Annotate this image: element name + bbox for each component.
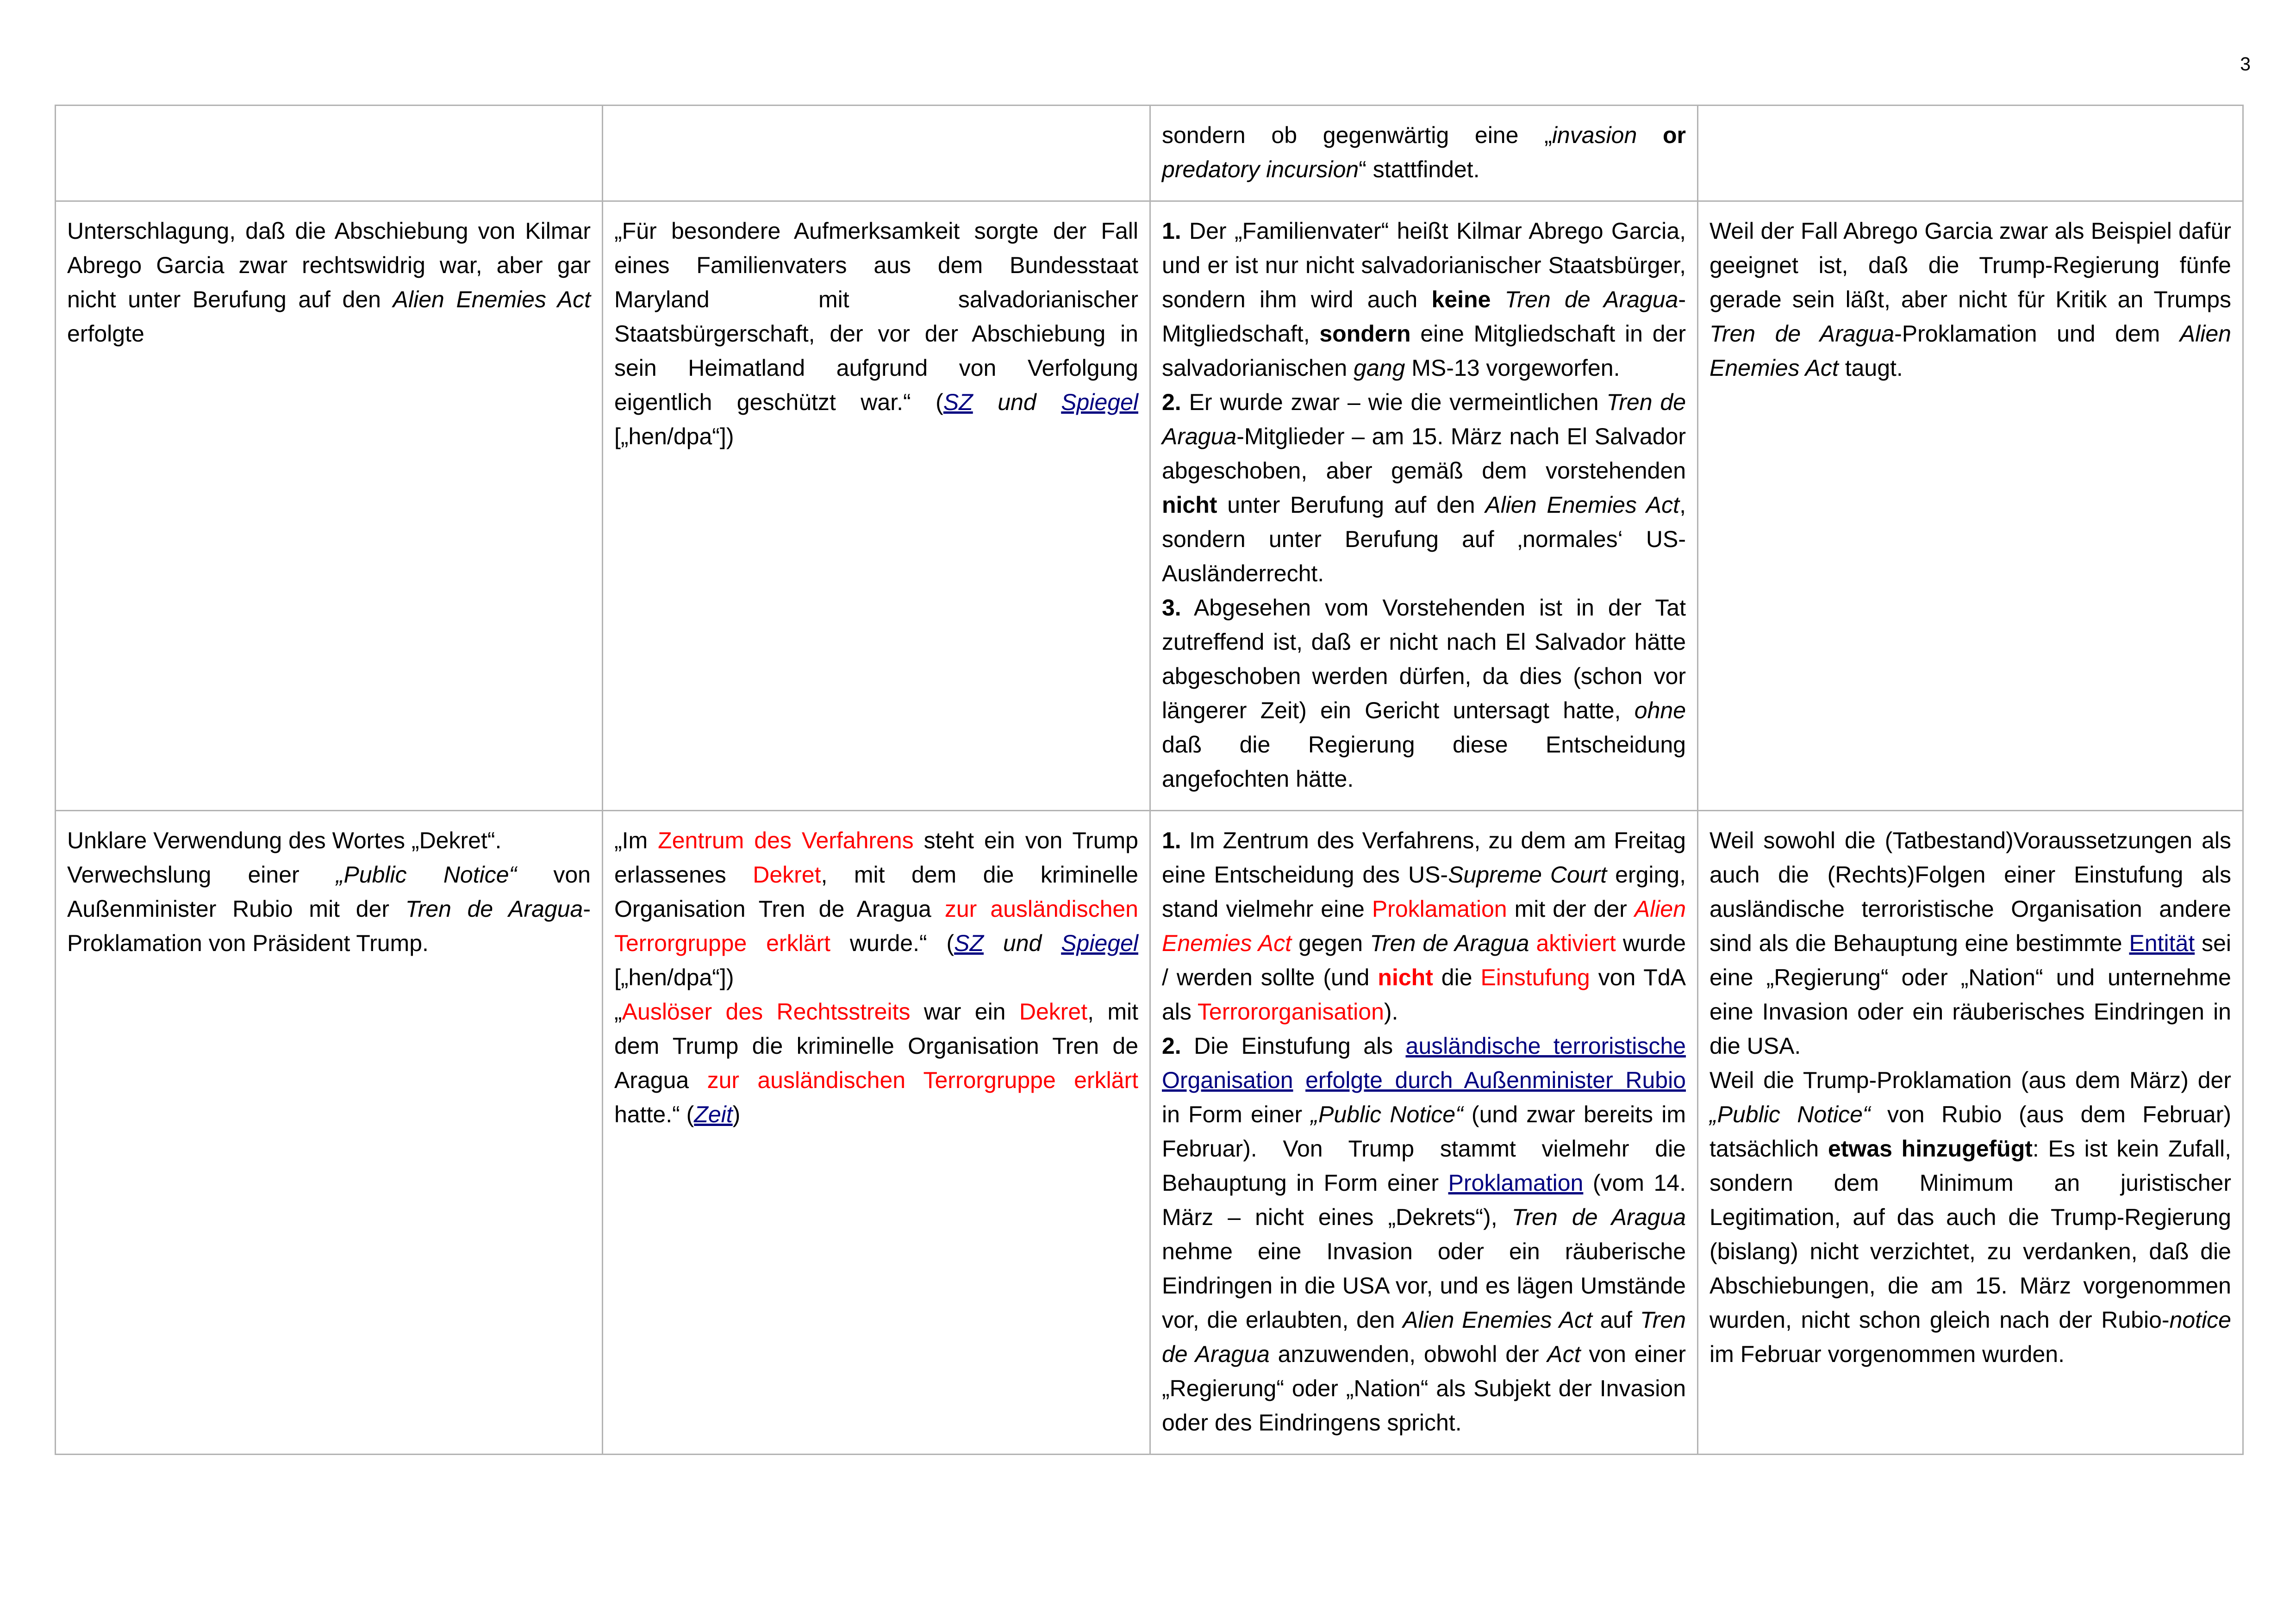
text: war ein	[910, 999, 1019, 1025]
text: sondern ob gegenwärtig eine „	[1162, 122, 1552, 148]
list-number: 2.	[1162, 389, 1181, 415]
table-cell	[56, 106, 603, 201]
paragraph	[1162, 1029, 1686, 1440]
italic-text: „Public Notice“	[336, 862, 517, 888]
text: von TdA als	[1162, 964, 1686, 1025]
paragraph	[1710, 823, 2231, 1063]
link-spiegel[interactable]: Spiegel	[1061, 930, 1138, 956]
page-number: 3	[2240, 53, 2251, 75]
paragraph	[1162, 823, 1686, 1029]
text: Verwechslung einer	[67, 862, 336, 888]
text: Er wurde zwar – wie die vermeintlichen	[1181, 389, 1607, 415]
italic-text: Supreme Court	[1448, 862, 1607, 888]
table-cell	[603, 201, 1150, 811]
table-cell	[56, 201, 603, 811]
italic-text: ohne	[1634, 697, 1686, 723]
text: ).	[1384, 999, 1398, 1025]
bold-text: etwas hinzugefügt	[1828, 1136, 2033, 1162]
highlighted-text: Dekret	[753, 862, 821, 888]
text: wurde / werden sollte (und	[1162, 930, 1686, 990]
text: , mit dem die kriminelle Organisation Tren de Aragua	[614, 862, 1138, 922]
highlighted-text: Einstufung	[1480, 964, 1590, 990]
text: Die Einstufung als	[1181, 1033, 1406, 1059]
text: MS-13 vorgeworfen.	[1405, 355, 1620, 381]
highlighted-bold-text: nicht	[1378, 964, 1433, 990]
text: (und zwar bereits im Februar). Von Trump stammt vielmehr die Behauptung in Form einer	[1162, 1101, 1686, 1196]
text: von Rubio (aus dem Februar) tatsächlich	[1710, 1101, 2231, 1162]
highlighted-text: Auslöser des Rechtsstreits	[622, 999, 911, 1025]
table-cell	[1698, 201, 2243, 811]
italic-text: Alien Enemies Act	[1710, 321, 2231, 381]
italic-text: Tren de Aragua	[1511, 1204, 1686, 1230]
bold-text: nicht	[1162, 492, 1217, 518]
text: “ stattfindet.	[1359, 156, 1480, 182]
text: , mit dem Trump die kriminelle Organisation Tren de Aragua	[614, 999, 1139, 1093]
text: -Mitglieder – am 15. März nach El Salvador abgeschoben, aber gemäß dem vorstehenden	[1162, 423, 1686, 484]
text: Weil der Fall Abrego Garcia zwar als Beispiel dafür geeignet ist, daß die Trump-Regierung fünfe gerade sein läßt, aber nicht für Kritik an Trumps	[1710, 218, 2231, 312]
text: von Außenminister Rubio mit der	[67, 862, 591, 922]
table-row	[56, 201, 2243, 811]
italic-text: notice	[2169, 1307, 2231, 1333]
link-sz[interactable]: SZ	[954, 930, 984, 956]
text: -Mitgliedschaft,	[1162, 286, 1686, 347]
text: -Proklamation und dem	[1894, 321, 2180, 347]
bold-text: or	[1663, 122, 1686, 148]
italic-text: Alien Enemies Act	[1403, 1307, 1592, 1333]
italic-text: Tren de Aragua	[1504, 286, 1678, 312]
italic-text: gang	[1354, 355, 1405, 381]
text	[1491, 286, 1504, 312]
quote-text: „Für besondere Aufmerksamkeit sorgte der Fall eines Familienvaters aus dem Bundesstaat Maryland mit salvadorianischer Staatsbürgerschaft, der vor der Abschiebung in sein Heimatland aufgrund von Verfolgung eigentlich geschützt war.“ (	[614, 218, 1138, 415]
text: steht ein von Trump erlassenes	[614, 827, 1138, 888]
text: „Im	[614, 827, 658, 853]
link-proclamation[interactable]: Proklamation	[1448, 1170, 1584, 1196]
italic-text: „Public Notice“	[1710, 1101, 1871, 1127]
highlighted-italic-text: Alien Enemies Act	[1162, 896, 1686, 956]
text: Abgesehen vom Vorstehenden ist in der Tat zutreffend ist, daß er nicht nach El Salvador hätte abgeschoben werden dürfen, da dies (schon vor längerer Zeit) ein Gericht untersagt hatte,	[1162, 595, 1686, 723]
text: von einer „Regierung“ oder „Nation“ als Subjekt der Invasion oder des Eindringens spricht.	[1162, 1341, 1686, 1436]
table-cell	[603, 106, 1150, 201]
highlighted-text: Proklamation	[1372, 896, 1507, 922]
text: )	[732, 1101, 741, 1127]
list-number: 1.	[1162, 827, 1181, 853]
text: im Februar vorgenommen wurden.	[1710, 1341, 2065, 1367]
text: mit der der	[1507, 896, 1635, 922]
bold-text: sondern	[1319, 321, 1411, 347]
text: eine Mitgliedschaft in der salvadorianischen	[1162, 321, 1686, 381]
text: die	[1433, 964, 1481, 990]
italic-text: Act	[1547, 1341, 1581, 1367]
text: Weil sowohl die (Tatbestand)Voraussetzungen als auch die (Rechts)Folgen einer Einstufung als ausländische terroristische Organisation andere sind als die Behauptung eine bestimmte	[1710, 827, 2231, 956]
paragraph	[67, 858, 591, 960]
italic-text: Tren de Aragua	[1162, 389, 1686, 449]
text: unter Berufung auf den	[1217, 492, 1485, 518]
table-row	[56, 811, 2243, 1455]
table-row	[56, 106, 2243, 201]
paragraph	[1162, 214, 1686, 385]
link-zeit[interactable]: Zeit	[694, 1101, 733, 1127]
italic-text: Tren de Aragua	[1370, 930, 1529, 956]
text	[1529, 930, 1536, 956]
paragraph	[1710, 1063, 2231, 1371]
italic-text: und	[984, 930, 1061, 956]
table-cell	[1150, 811, 1698, 1455]
list-number: 3.	[1162, 595, 1181, 621]
text: taugt.	[1838, 355, 1903, 381]
paragraph: Unklare Verwendung des Wortes „Dekret“.	[67, 827, 502, 853]
text: anzuwenden, obwohl der	[1269, 1341, 1547, 1367]
list-number: 2.	[1162, 1033, 1181, 1059]
text: Der „Familienvater“ heißt Kilmar Abrego Garcia, und er ist nur nicht salvadorianischer Staatsbürger, sondern ihm wird auch	[1162, 218, 1686, 312]
highlighted-text: Dekret	[1019, 999, 1088, 1025]
text: , sondern unter Berufung auf ‚normales‘ US-Ausländerrecht.	[1162, 492, 1686, 586]
comparison-table	[55, 105, 2244, 1455]
italic-text: Alien Enemies Act	[393, 286, 591, 312]
text: daß die Regierung diese Entscheidung angefochten hätte.	[1162, 732, 1686, 792]
highlighted-text: Terrororganisation	[1197, 999, 1384, 1025]
text: erfolgte	[67, 321, 144, 347]
paragraph	[1162, 591, 1686, 796]
text: auf	[1592, 1307, 1640, 1333]
text: „	[614, 999, 622, 1025]
link-sz[interactable]: SZ	[943, 389, 973, 415]
text: Im Zentrum des Verfahrens, zu dem am Freitag eine Entscheidung des US-	[1162, 827, 1686, 888]
text: in Form einer	[1162, 1101, 1311, 1127]
text: (vom 14. März – nicht eines „Dekrets“),	[1162, 1170, 1686, 1230]
text: gegen	[1292, 930, 1370, 956]
italic-text: Alien Enemies Act	[1485, 492, 1680, 518]
italic-text: Tren de Aragua	[405, 896, 583, 922]
text: sei eine „Regierung“ oder „Nation“ und unternehme eine Invasion oder ein räuberisches Eindringen in die USA.	[1710, 930, 2232, 1059]
table-cell	[1150, 201, 1698, 811]
paragraph	[614, 995, 1138, 1132]
text: Weil die Trump-Proklamation (aus dem März) der	[1710, 1067, 2231, 1093]
highlighted-text: zur ausländischen Terrorgruppe erklärt	[707, 1067, 1139, 1093]
italic-text: und	[973, 389, 1061, 415]
table-cell	[603, 811, 1150, 1455]
paragraph	[1162, 385, 1686, 591]
italic-text: „Public Notice“	[1310, 1101, 1463, 1127]
link-entitaet[interactable]: Entität	[2129, 930, 2195, 956]
text: hatte.“ (	[614, 1101, 694, 1127]
text: [„hen/dpa“])	[614, 423, 734, 449]
italic-text: Tren de Aragua	[1162, 1307, 1686, 1367]
italic-text: predatory incursion	[1162, 156, 1359, 182]
paragraph	[614, 823, 1138, 995]
text: Unterschlagung, daß die Abschiebung von Kilmar Abrego Garcia zwar rechtswidrig war, aber gar nicht unter Berufung auf den	[67, 218, 591, 312]
text: erging, stand vielmehr eine	[1162, 862, 1686, 922]
text: wurde.“ (	[830, 930, 955, 956]
link-spiegel[interactable]: Spiegel	[1061, 389, 1138, 415]
highlighted-text: Zentrum des Verfahrens	[658, 827, 914, 853]
highlighted-text: zur ausländischen Terrorgruppe erklärt	[614, 896, 1138, 956]
table-cell	[1698, 811, 2243, 1455]
table-cell	[1698, 106, 2243, 201]
text: : Es ist kein Zufall, sondern dem Minimum an juristischer Legitimation, auf das auch die Trump-Regierung (bislang) nicht verzichtet, zu verdanken, daß die Abschiebungen, die am 15. März vorgenommen wurden, nicht schon gleich nach der Rubio-	[1710, 1136, 2231, 1333]
text	[1637, 122, 1663, 148]
text	[1293, 1067, 1306, 1093]
table-cell	[1150, 106, 1698, 201]
text: -Proklamation von Präsident Trump.	[67, 896, 591, 956]
text: [„hen/dpa“])	[614, 964, 734, 990]
table-cell	[56, 811, 603, 1455]
link-rubio-designation[interactable]: erfolgte durch Außenminister Rubio	[1305, 1067, 1686, 1093]
italic-text: Tren de Aragua	[1710, 321, 1895, 347]
bold-text: keine	[1431, 286, 1491, 312]
highlighted-text: aktiviert	[1536, 930, 1616, 956]
text: nehme eine Invasion oder ein räuberische Eindringen in die USA vor, und es lägen Umstände vor, die erlaubten, den	[1162, 1238, 1686, 1333]
list-number: 1.	[1162, 218, 1181, 244]
link-foreign-terrorist-organization[interactable]: ausländische terroristische Organisation	[1162, 1033, 1686, 1093]
italic-text: invasion	[1552, 122, 1637, 148]
